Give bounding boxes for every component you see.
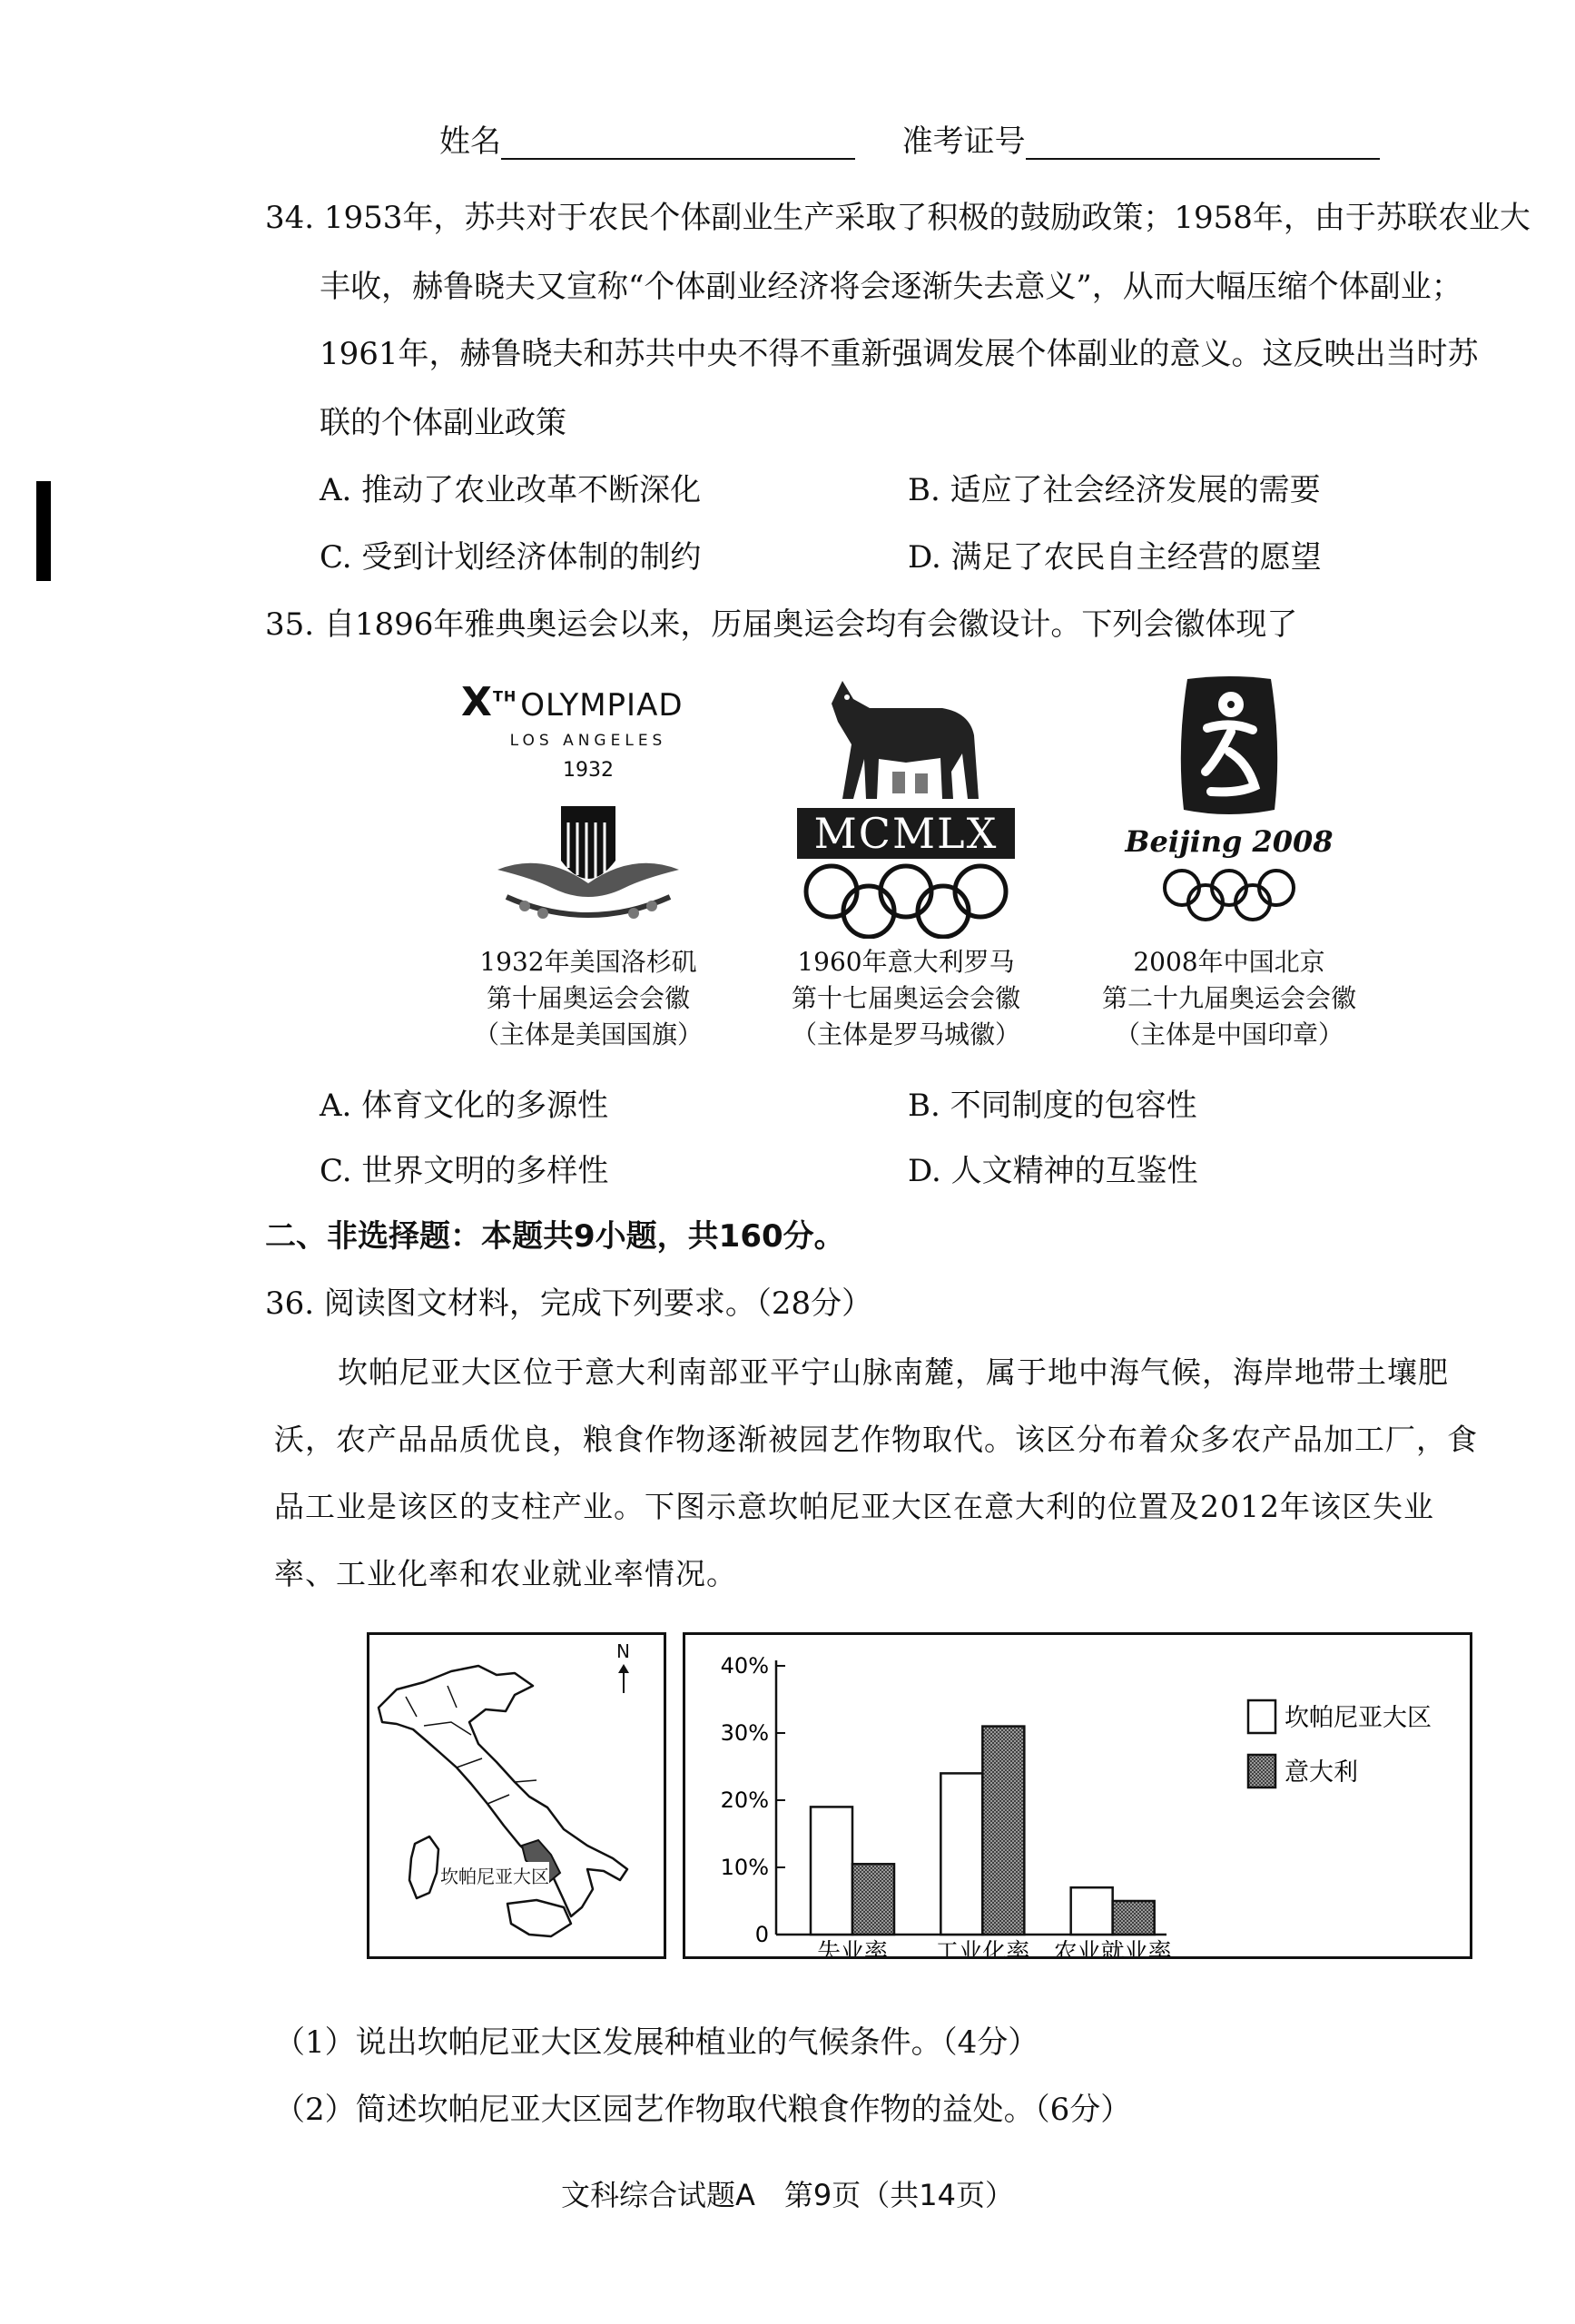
legend-swatch bbox=[1248, 1755, 1275, 1787]
q34-line-1: 34. 1953年，苏共对于农民个体副业生产采取了积极的鼓励政策；1958年，由于苏联农业大 bbox=[265, 200, 1531, 236]
emblem-1932-year: 1932 bbox=[563, 759, 614, 782]
q36-para-line-3: 品工业是该区的支柱产业。下图示意坎帕尼亚大区在意大利的位置及2012年该区失业 bbox=[274, 1489, 1434, 1524]
bar-italy bbox=[852, 1864, 894, 1935]
caption-line: 1960年意大利罗马 bbox=[797, 947, 1015, 977]
bar-italy bbox=[982, 1727, 1024, 1935]
q34-option-c[interactable]: C. 受到计划经济体制的制约 bbox=[320, 539, 702, 576]
emblem-1932-suffix: TH bbox=[492, 687, 517, 705]
name-field bbox=[439, 123, 1380, 160]
y-tick-label: 20% bbox=[720, 1787, 769, 1813]
section-2-title: 二、非选择题：本题共9小题，共160分。 bbox=[265, 1218, 845, 1255]
emblem-1932-olympiad: OLYMPIAD bbox=[520, 687, 684, 724]
bar-campania bbox=[940, 1773, 982, 1935]
caption-line: 1932年美国洛杉矶 bbox=[479, 947, 697, 977]
campania-label: 坎帕尼亚大区 bbox=[440, 1862, 549, 1888]
chinese-seal-icon bbox=[1175, 674, 1284, 819]
q36-para-line-2: 沃，农产品品质优良，粮食作物逐渐被园艺作物取代。该区分布着众多农产品加工厂，食 bbox=[274, 1422, 1478, 1457]
q34-line-2: 丰收，赫鲁晓夫又宣称“个体副业经济将会逐渐失去意义”，从而大幅压缩个体副业； bbox=[320, 269, 1462, 305]
name-blank[interactable] bbox=[501, 127, 855, 160]
caption-line: （主体是中国印章） bbox=[1114, 1019, 1344, 1049]
q36-stem: 36. 阅读图文材料，完成下列要求。（28分） bbox=[265, 1285, 873, 1322]
emblem-1960-caption bbox=[752, 944, 1060, 1053]
she-wolf-icon bbox=[806, 672, 1006, 808]
q36-para-line-1: 坎帕尼亚大区位于意大利南部亚平宁山脉南麓，属于地中海气候，海岸地带土壤肥 bbox=[338, 1354, 1449, 1390]
q35-option-c[interactable]: C. 世界文明的多样性 bbox=[320, 1153, 609, 1189]
q34-line-3: 1961年，赫鲁晓夫和苏共中央不得不重新强调发展个体副业的意义。这反映出当时苏 bbox=[320, 336, 1479, 372]
bar-campania bbox=[1071, 1887, 1113, 1935]
us-shield-icon bbox=[488, 797, 688, 933]
caption-line: 第十届奥运会会徽 bbox=[486, 983, 690, 1013]
q34-option-b[interactable]: B. 适应了社会经济发展的需要 bbox=[908, 472, 1321, 508]
caption-line: 2008年中国北京 bbox=[1133, 947, 1325, 977]
name-label: 姓名 bbox=[439, 123, 501, 160]
y-tick-label: 40% bbox=[720, 1653, 769, 1679]
exam-id-blank[interactable] bbox=[1026, 127, 1380, 160]
emblem-1932-numeral: X bbox=[461, 679, 493, 725]
emblem-1960 bbox=[788, 672, 1024, 935]
q34-option-a[interactable]: A. 推动了农业改革不断深化 bbox=[320, 472, 702, 508]
rates-chart bbox=[683, 1632, 1472, 1959]
emblem-2008-caption bbox=[1066, 944, 1393, 1053]
italy-outline-icon bbox=[369, 1635, 664, 1956]
caption-line: 第十七届奥运会会徽 bbox=[791, 983, 1020, 1013]
category-label: 失业率 bbox=[816, 1939, 889, 1956]
italy-map bbox=[367, 1632, 666, 1959]
q35-stem: 35. 自1896年雅典奥运会以来，历届奥运会均有会徽设计。下列会徽体现了 bbox=[265, 606, 1298, 643]
bar-chart bbox=[685, 1635, 1470, 1956]
y-tick-label: 10% bbox=[720, 1855, 769, 1880]
exam-id-label: 准考证号 bbox=[901, 123, 1026, 160]
caption-line: （主体是美国国旗） bbox=[473, 1019, 703, 1049]
emblem-1932 bbox=[452, 679, 715, 933]
olympic-rings-icon bbox=[788, 861, 1024, 939]
q36-para-line-4: 率、工业化率和农业就业率情况。 bbox=[274, 1556, 737, 1591]
legend-label: 意大利 bbox=[1285, 1758, 1358, 1787]
emblem-2008-wordmark: Beijing 2008 bbox=[1125, 824, 1334, 859]
y-tick-label: 30% bbox=[720, 1720, 769, 1746]
q34-line-4: 联的个体副业政策 bbox=[320, 405, 566, 441]
legend-swatch bbox=[1248, 1700, 1275, 1733]
emblem-2008 bbox=[1120, 674, 1338, 937]
caption-line: （主体是罗马城徽） bbox=[791, 1019, 1020, 1049]
q35-option-b[interactable]: B. 不同制度的包容性 bbox=[908, 1088, 1197, 1124]
q36-sub-2: （2）简述坎帕尼亚大区园艺作物取代粮食作物的益处。（6分） bbox=[274, 2092, 1132, 2128]
category-label: 农业就业率 bbox=[1053, 1939, 1172, 1956]
q34-option-d[interactable]: D. 满足了农民自主经营的愿望 bbox=[908, 539, 1322, 576]
emblem-1960-roman-year: MCMLX bbox=[797, 808, 1015, 859]
q35-option-d[interactable]: D. 人文精神的互鉴性 bbox=[908, 1153, 1198, 1189]
bar-italy bbox=[1113, 1901, 1155, 1935]
q36-sub-1: （1）说出坎帕尼亚大区发展种植业的气候条件。（4分） bbox=[274, 2024, 1039, 2061]
margin-bar bbox=[36, 481, 51, 581]
emblem-1932-caption bbox=[434, 944, 743, 1053]
y-tick-label: 0 bbox=[754, 1922, 769, 1947]
olympic-rings-icon-2008 bbox=[1157, 866, 1302, 922]
caption-line: 第二十九届奥运会会徽 bbox=[1101, 983, 1356, 1013]
category-label: 工业化率 bbox=[935, 1939, 1030, 1956]
emblem-1932-city: LOS ANGELES bbox=[509, 732, 667, 750]
page-footer: 文科综合试题A 第9页（共14页） bbox=[561, 2178, 1014, 2212]
bar-campania bbox=[811, 1807, 852, 1935]
north-label: N bbox=[616, 1640, 630, 1662]
q35-option-a[interactable]: A. 体育文化的多源性 bbox=[320, 1088, 609, 1124]
legend-label: 坎帕尼亚大区 bbox=[1285, 1704, 1432, 1732]
